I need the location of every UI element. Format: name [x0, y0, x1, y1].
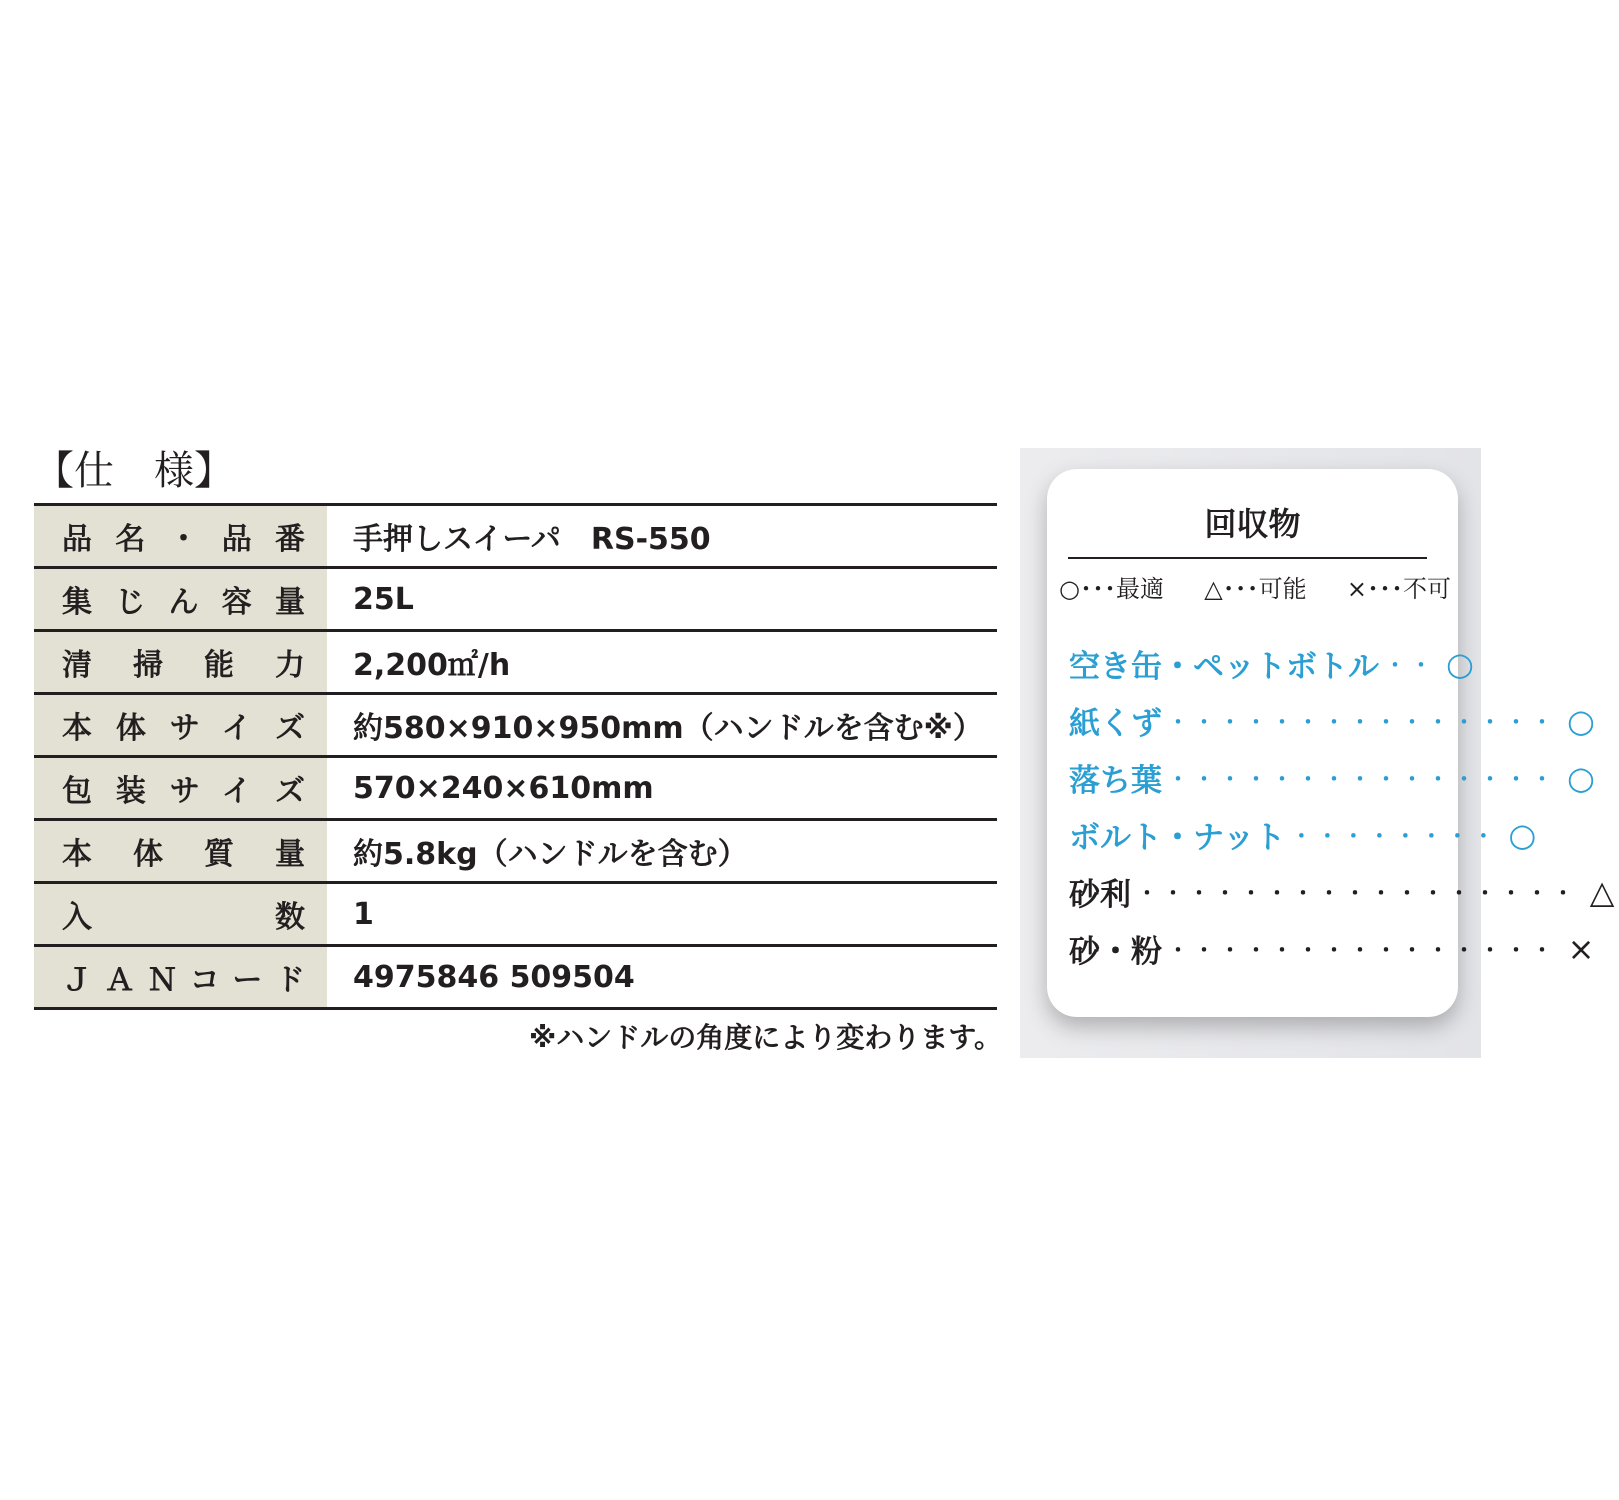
spec-label-cell: [34, 632, 327, 692]
spec-label: 集じん容量: [62, 585, 305, 620]
item-name: ボルト・ナット: [1069, 820, 1286, 856]
spec-value: 2,200㎡/h: [353, 648, 511, 683]
spec-row-jan-code: [34, 947, 997, 1010]
collection-list: [1069, 635, 1615, 977]
spec-heading: 【仕 様】: [34, 448, 234, 494]
leader-dots: ・・・・・・・・・・・・・・・: [1168, 938, 1558, 962]
item-name: 砂利: [1069, 877, 1131, 913]
leader-dots: ・・・・・・・・: [1291, 824, 1500, 848]
spec-value: 約580×910×950mm（ハンドルを含む※）: [353, 711, 983, 746]
spec-label-cell: [34, 506, 327, 566]
spec-value: 4975846 509504: [353, 959, 635, 995]
spec-row-product: [34, 506, 997, 569]
spec-row-quantity: [34, 884, 997, 947]
spec-label: ＪＡＮコード: [62, 963, 305, 998]
spec-label-cell: [34, 947, 327, 1007]
list-item: [1069, 920, 1595, 977]
item-name: 砂・粉: [1069, 934, 1162, 970]
spec-value: 約5.8kg（ハンドルを含む）: [353, 837, 748, 872]
spec-row-cleaning-ability: [34, 632, 997, 695]
spec-value: 1: [353, 896, 374, 932]
list-item: [1069, 692, 1595, 749]
legend-possible: △･･･可能: [1204, 575, 1307, 603]
spec-label-cell: [34, 884, 327, 944]
card-divider: [1068, 557, 1427, 559]
spec-row-weight: [34, 821, 997, 884]
spec-value: 25L: [353, 581, 414, 617]
item-name: 空き缶・ペットボトル: [1069, 649, 1379, 685]
spec-label: 包装サイズ: [62, 774, 305, 809]
leader-dots: ・・・・・・・・・・・・・・・: [1168, 710, 1558, 734]
circle-mark-icon: ○: [1508, 815, 1537, 854]
card-title: 回収物: [1204, 505, 1301, 543]
spec-row-package-size: [34, 758, 997, 821]
triangle-mark-icon: △: [1589, 872, 1615, 911]
spec-label: 清掃能力: [62, 648, 305, 683]
spec-label-cell: [34, 695, 327, 755]
collection-card: [1047, 469, 1615, 1017]
spec-row-capacity: [34, 569, 997, 632]
cross-mark-icon: ×: [1567, 929, 1595, 968]
legend-not-possible: ×･･･不可: [1346, 575, 1451, 603]
spec-label: 本体質量: [62, 837, 305, 872]
list-item: [1069, 806, 1537, 863]
spec-label: 入数: [62, 900, 305, 935]
leader-dots: ・・・・・・・・・・・・・・・: [1168, 767, 1558, 791]
spec-value: 570×240×610mm: [353, 770, 654, 806]
circle-mark-icon: ○: [1567, 758, 1595, 797]
item-name: 落ち葉: [1069, 763, 1162, 799]
spec-footnote: ※ハンドルの角度により変わります。: [529, 1021, 1002, 1054]
spec-label-cell: [34, 821, 327, 881]
list-item: [1069, 863, 1615, 920]
leader-dots: ・・・・・・・・・・・・・・・・・: [1137, 881, 1579, 905]
circle-mark-icon: ○: [1446, 644, 1474, 683]
list-item: [1069, 749, 1595, 806]
item-name: 紙くず: [1069, 706, 1162, 742]
spec-label: 本体サイズ: [62, 711, 305, 746]
spec-label-cell: [34, 758, 327, 818]
spec-label-cell: [34, 569, 327, 629]
legend: [1059, 569, 1451, 604]
spec-table: [34, 503, 997, 1010]
circle-mark-icon: ○: [1567, 701, 1595, 740]
spec-row-body-size: [34, 695, 997, 758]
list-item: [1069, 635, 1474, 692]
spec-label: 品名・品番: [62, 522, 305, 557]
spec-value: 手押しスイーパ RS-550: [353, 522, 711, 557]
leader-dots: ・・: [1385, 653, 1437, 677]
legend-optimal: ○･･･最適: [1059, 575, 1164, 603]
